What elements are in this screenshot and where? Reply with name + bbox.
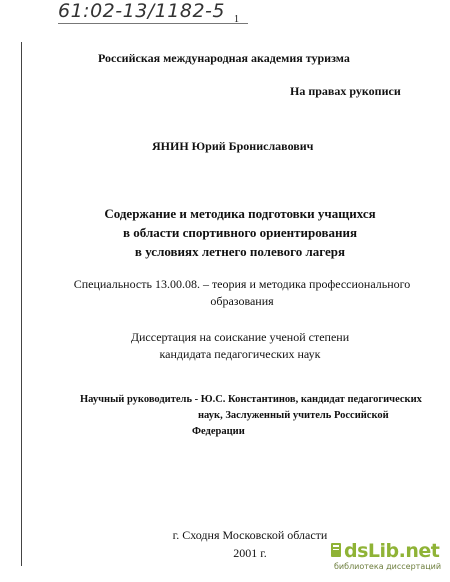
- supervisor-line: Федерации: [192, 426, 245, 437]
- organization-name: Российская международная академия туризма: [98, 51, 350, 65]
- specialty-line: Специальность 13.00.08. – теория и методика профессионального: [73, 277, 411, 291]
- specialty: [62, 276, 422, 310]
- title-line: в условиях летнего полевого лагеря: [134, 244, 346, 259]
- specialty-line: образования: [210, 294, 274, 308]
- handwritten-archive-code: 61:02-13/1182-5: [58, 0, 225, 22]
- watermark-subtitle: библиотека диссертаций: [334, 562, 442, 571]
- title-line: Содержание и методика подготовки учащихся: [104, 206, 376, 221]
- city-line: г. Сходня Московской области: [172, 528, 328, 542]
- title-line: в области спортивного ориентирования: [123, 225, 357, 240]
- degree-line: Диссертация на соискание ученой степени: [130, 330, 350, 344]
- scan-edge-line: [21, 42, 22, 566]
- supervisor-info: [80, 392, 422, 440]
- page-number: 1: [234, 14, 239, 25]
- year-line: 2001 г.: [233, 546, 267, 560]
- watermark-brand: dsLib.net: [344, 540, 440, 562]
- dslib-watermark: [330, 538, 442, 576]
- degree-line: кандидата педагогических наук: [159, 347, 321, 361]
- manuscript-note: На правах рукописи: [290, 84, 401, 98]
- author-name: ЯНИН Юрий Брониславович: [152, 139, 314, 153]
- supervisor-line: Научный руководитель - Ю.С. Константинов, кандидат педагогических: [80, 394, 422, 405]
- handwritten-underline: [58, 23, 248, 24]
- supervisor-line: наук, Заслуженный учитель Российской: [198, 410, 389, 421]
- book-icon: [330, 542, 342, 558]
- degree-statement: [90, 329, 390, 363]
- dissertation-title: [60, 204, 420, 261]
